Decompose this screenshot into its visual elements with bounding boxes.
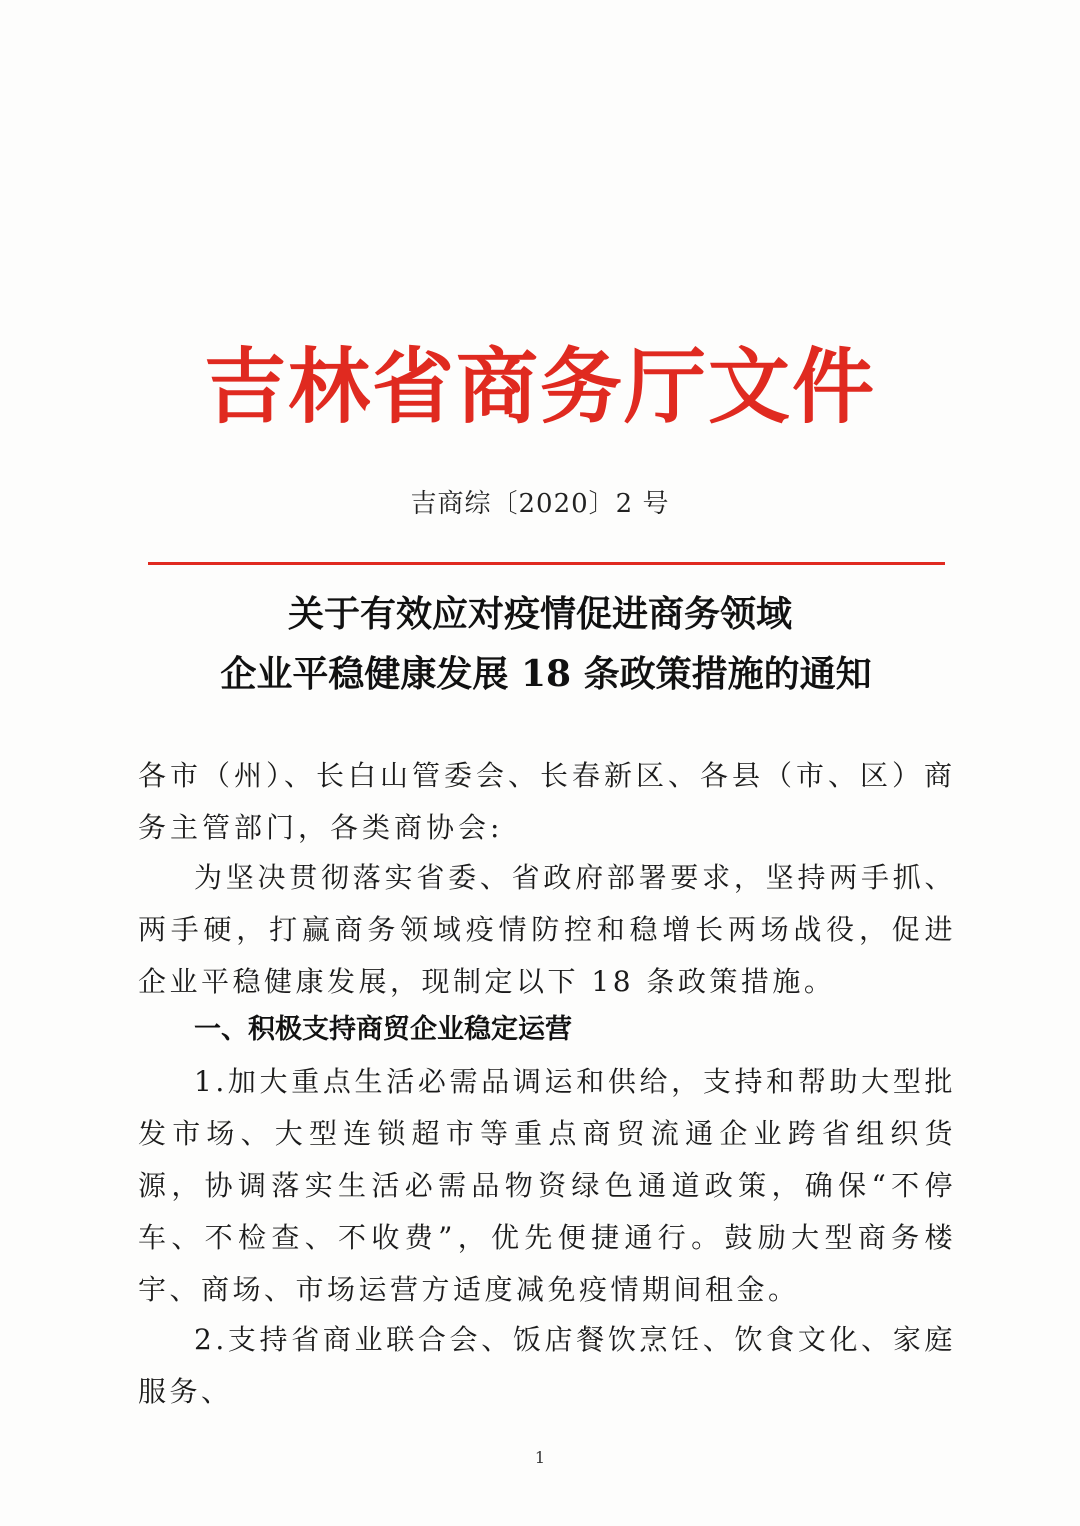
policy-item-2-start: 2.支持省商业联合会、饭店餐饮烹饪、饮食文化、家庭服务、 <box>138 1323 956 1408</box>
document-number: 吉商综〔2020〕2 号 <box>410 489 670 519</box>
policy-item-1: 1.加大重点生活必需品调运和供给，支持和帮助大型批发市场、大型连锁超市等重点商贸流通企业跨省组织货源，协调落实生活必需品物资绿色通道政策，确保“不停车、不检查、不收费”，优先便捷通行。鼓励大型商务楼宇、商场、市场运营方适度减免疫情期间租金。 <box>138 1065 956 1306</box>
section-heading-1: 一、积极支持商贸企业稳定运营 <box>194 1014 572 1045</box>
red-divider-line <box>148 562 945 565</box>
page-number: 1 <box>534 1448 546 1467</box>
issuer-red-header: 吉林省商务厅文件 <box>203 339 876 435</box>
intro-paragraph: 为坚决贯彻落实省委、省政府部署要求，坚持两手抓、两手硬，打赢商务领域疫情防控和稳增长两场战役，促进企业平稳健康发展，现制定以下 18 条政策措施。 <box>138 861 956 998</box>
recipients-paragraph: 各市（州）、长白山管委会、长春新区、各县（市、区）商务主管部门，各类商协会: <box>138 759 957 844</box>
notice-title-line-1: 关于有效应对疫情促进商务领域 <box>287 593 792 635</box>
notice-title-line-2: 企业平稳健康发展 18 条政策措施的通知 <box>220 653 872 695</box>
